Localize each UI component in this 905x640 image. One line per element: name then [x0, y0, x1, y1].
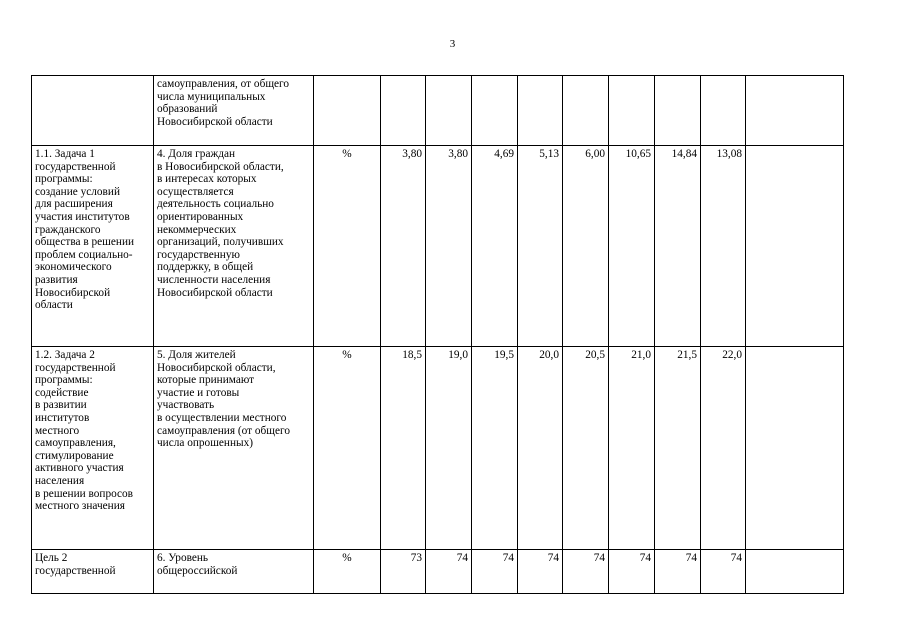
value-cell: 14,84	[655, 146, 701, 347]
value-cell: 74	[518, 550, 563, 594]
value-cell	[518, 76, 563, 146]
unit-cell: %	[314, 550, 381, 594]
value-cell	[701, 76, 746, 146]
indicator-cell: 4. Доля граждан в Новосибирской области, в интересах которых осуществляется деятельность социально ориентированных некоммерческих организаций, получивших государственную поддержку, в общей численности населения Новосибирской области	[154, 146, 314, 347]
value-cell: 6,00	[563, 146, 609, 347]
indicator-cell: самоуправления, от общего числа муниципальных образований Новосибирской области	[154, 76, 314, 146]
table-row	[32, 347, 844, 550]
page-number: 3	[449, 38, 456, 50]
value-cell	[746, 76, 844, 146]
unit-cell: %	[314, 146, 381, 347]
value-cell: 74	[701, 550, 746, 594]
value-cell	[563, 76, 609, 146]
goal-cell	[32, 76, 154, 146]
goal-cell: 1.2. Задача 2 государственной программы: содействие в развитии институтов местного самоуправления, стимулирование активного участия населения в решении вопросов местного значения	[32, 347, 154, 550]
value-cell: 5,13	[518, 146, 563, 347]
value-cell: 21,5	[655, 347, 701, 550]
value-cell	[655, 76, 701, 146]
value-cell: 3,80	[381, 146, 426, 347]
value-cell: 19,0	[426, 347, 472, 550]
value-cell: 20,0	[518, 347, 563, 550]
value-cell: 13,08	[701, 146, 746, 347]
value-cell: 21,0	[609, 347, 655, 550]
table-row	[32, 146, 844, 347]
value-cell: 3,80	[426, 146, 472, 347]
unit-cell: %	[314, 347, 381, 550]
table-row	[32, 76, 844, 146]
value-cell: 74	[655, 550, 701, 594]
value-cell: 19,5	[472, 347, 518, 550]
value-cell: 22,0	[701, 347, 746, 550]
value-cell	[746, 347, 844, 550]
indicator-cell: 6. Уровень общероссийской	[154, 550, 314, 594]
value-cell: 74	[426, 550, 472, 594]
indicator-cell: 5. Доля жителей Новосибирской области, которые принимают участие и готовы участвовать в осуществлении местного самоуправления (от общего числа опрошенных)	[154, 347, 314, 550]
value-cell	[609, 76, 655, 146]
value-cell: 4,69	[472, 146, 518, 347]
value-cell: 74	[563, 550, 609, 594]
value-cell	[381, 76, 426, 146]
indicators-table	[31, 75, 844, 594]
value-cell: 74	[609, 550, 655, 594]
value-cell	[472, 76, 518, 146]
unit-cell	[314, 76, 381, 146]
value-cell	[746, 146, 844, 347]
value-cell: 73	[381, 550, 426, 594]
value-cell	[426, 76, 472, 146]
value-cell: 18,5	[381, 347, 426, 550]
goal-cell: 1.1. Задача 1 государственной программы: создание условий для расширения участия институтов гражданского общества в решении проблем социально- экономического развития Новосибирской области	[32, 146, 154, 347]
value-cell: 74	[472, 550, 518, 594]
value-cell	[746, 550, 844, 594]
value-cell: 10,65	[609, 146, 655, 347]
value-cell: 20,5	[563, 347, 609, 550]
goal-cell: Цель 2 государственной	[32, 550, 154, 594]
table-row	[32, 550, 844, 594]
